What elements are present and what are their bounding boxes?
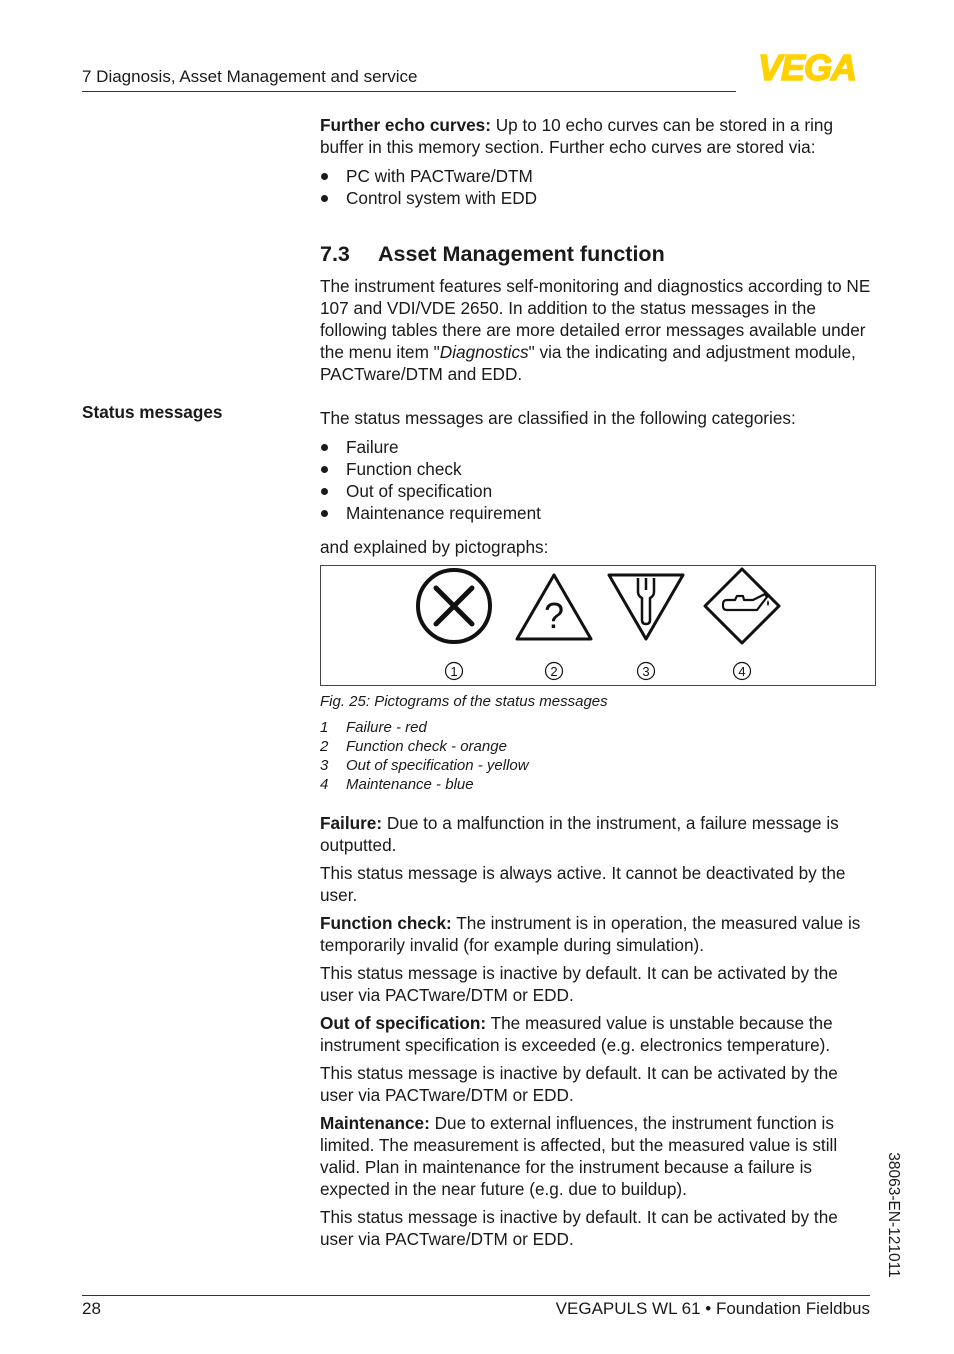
description-text: The measured value is unstable because the instrument specification is exceeded (e.g. electronics temperature).: [320, 1013, 833, 1055]
list-item: Maintenance requirement: [320, 502, 876, 524]
svg-text:?: ?: [543, 595, 565, 636]
marker-2: [546, 663, 563, 680]
maintenance-note: This status message is inactive by default. It can be activated by the user via PACTware/DTM or EDD.: [320, 1207, 838, 1249]
marker-4: [734, 663, 751, 680]
out-of-specification-note: This status message is inactive by default. It can be activated by the user via PACTware/DTM or EDD.: [320, 1063, 838, 1105]
intro-emphasis: Diagnostics: [439, 342, 529, 362]
function-check-icon: [517, 575, 591, 639]
legend-text: Function check - orange: [346, 738, 507, 755]
pictogram-row: [321, 566, 875, 685]
section-intro: [320, 275, 876, 385]
figure-legend: [320, 718, 876, 794]
function-check-description: [320, 912, 876, 956]
legend-text: Maintenance - blue: [346, 776, 474, 793]
function-check-note: This status message is inactive by default. It can be activated by the user via PACTware/DTM or EDD.: [320, 963, 838, 1005]
vega-logo: [742, 49, 872, 85]
legend-number: 4: [320, 776, 329, 793]
marker-label: 4: [738, 664, 746, 679]
legend-number: 1: [320, 719, 329, 736]
maintenance-description: [320, 1112, 876, 1200]
legend-item: [320, 737, 876, 756]
intro-text-end: " via the indicating and adjustment module, PACTware/DTM and EDD.: [320, 342, 856, 384]
pictograph-intro: and explained by pictographs:: [320, 537, 549, 557]
description-text: Due to external influences, the instrument function is limited. The measurement is affected, but the measured value is still valid. Plan in maintenance for the instrument because a failure is expected in the near future (e.g. due to buildup).: [320, 1113, 838, 1199]
list-item: Out of specification: [320, 480, 876, 502]
footer-rule: [82, 1295, 870, 1296]
header-rule: [82, 91, 736, 92]
marker-label: 1: [450, 664, 458, 679]
status-intro: The status messages are classified in the following categories:: [320, 408, 796, 428]
figure-caption: Fig. 25: Pictograms of the status messages: [320, 693, 608, 710]
out-of-specification-description: [320, 1012, 876, 1056]
echo-curves-paragraph: [320, 114, 876, 158]
status-category-list: [320, 436, 876, 524]
legend-number: 2: [320, 738, 329, 755]
status-messages-margin-label: Status messages: [82, 402, 223, 422]
echo-curves-label: Further echo curves:: [320, 115, 491, 135]
description-label: Function check:: [320, 913, 452, 933]
logo-wordmark: VEGA: [757, 49, 857, 85]
legend-item: [320, 718, 876, 737]
footer-title: VEGAPULS WL 61 • Foundation Fieldbus: [555, 1299, 870, 1318]
list-item: Failure: [320, 436, 876, 458]
running-header: 7 Diagnosis, Asset Management and service: [82, 67, 418, 86]
section-number: 7.3: [320, 242, 350, 266]
list-item: PC with PACTware/DTM: [320, 165, 876, 187]
pictogram-figure: [320, 565, 876, 686]
main-content: [320, 114, 876, 1250]
page-number: 28: [82, 1299, 101, 1318]
failure-description: [320, 812, 876, 856]
description-label: Out of specification:: [320, 1013, 487, 1033]
legend-text: Failure - red: [346, 719, 427, 736]
description-text: Due to a malfunction in the instrument, a failure message is outputted.: [320, 813, 839, 855]
failure-icon: [418, 570, 490, 642]
echo-storage-list: [320, 165, 876, 209]
out-of-specification-icon: [609, 575, 683, 639]
intro-text: The instrument features self-monitoring and diagnostics according to NE 107 and VDI/VDE 2650. In addition to the status messages in the following tables there are more detailed error messages available under the menu item ": [320, 276, 871, 362]
maintenance-icon: [705, 569, 779, 643]
description-label: Maintenance:: [320, 1113, 430, 1133]
marker-1: [446, 663, 463, 680]
marker-label: 2: [550, 664, 558, 679]
section-heading: [320, 241, 876, 267]
document-code: 38063-EN-121011: [885, 1152, 902, 1278]
legend-text: Out of specification - yellow: [346, 757, 529, 774]
legend-item: [320, 775, 876, 794]
failure-note: This status message is always active. It cannot be deactivated by the user.: [320, 863, 846, 905]
echo-curves-text: Up to 10 echo curves can be stored in a ring buffer in this memory section. Further echo curves are stored via:: [320, 115, 834, 157]
marker-label: 3: [642, 664, 650, 679]
description-text: The instrument is in operation, the measured value is temporarily invalid (for example during simulation).: [320, 913, 861, 955]
description-label: Failure:: [320, 813, 383, 833]
legend-item: [320, 756, 876, 775]
list-item: Function check: [320, 458, 876, 480]
section-title: Asset Management function: [378, 242, 665, 266]
list-item: Control system with EDD: [320, 187, 876, 209]
legend-number: 3: [320, 757, 329, 774]
marker-3: [638, 663, 655, 680]
